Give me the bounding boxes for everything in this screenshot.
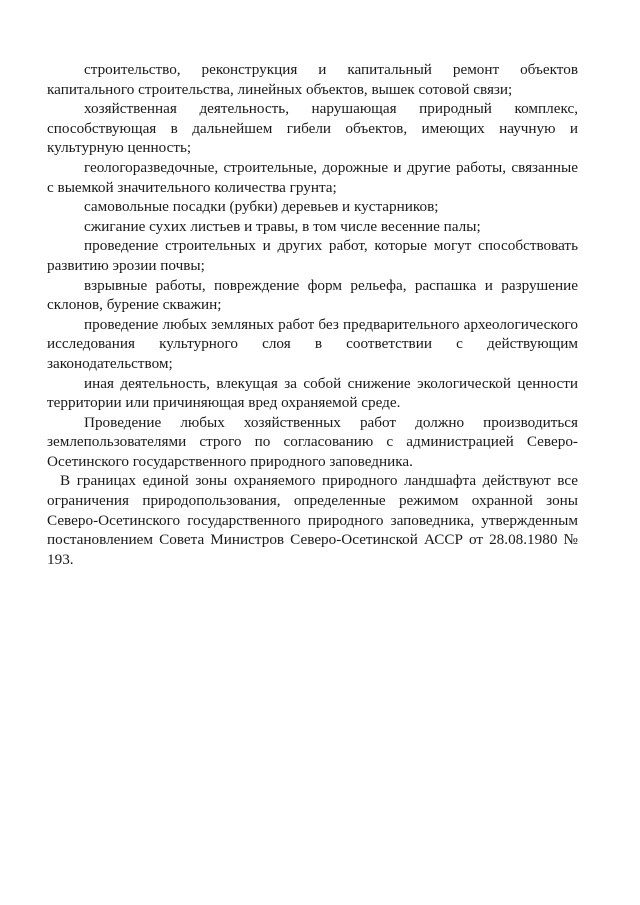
- list-item-burning: сжигание сухих листьев и травы, в том числе весенние палы;: [84, 217, 481, 235]
- document-body: [47, 60, 578, 569]
- list-item-economic-activity: хозяйственная деятельность, нарушающая природный комплекс, способствующая в дальнейшем гибели объектов, имеющих научную и культурную ценность;: [47, 100, 578, 157]
- list-item-other-activity: иная деятельность, влекущая за собой снижение экологической ценности территории или причиняющая вред охраняемой среде.: [47, 374, 578, 412]
- list-item-construction: строительство, реконструкция и капитальный ремонт объектов капитального строительства, линейных объектов, вышек сотовой связи;: [47, 61, 578, 98]
- list-item-earthworks: проведение любых земляных работ без предварительного археологического исследования культурного слоя в соответствии с действующим законодательством;: [47, 315, 578, 372]
- paragraph-landscape-zone: В границах единой зоны охраняемого природного ландшафта действуют все ограничения природопользования, определенные режимом охранной зоны Северо-Осетинского государственного природного заповедника, утвержденным постановлением Совета Министров Северо-Осетинской АССР от 28.08.1980 № 193.: [47, 472, 578, 568]
- list-item-geological-works: геологоразведочные, строительные, дорожные и другие работы, связанные с выемкой значительного количества грунта;: [47, 158, 578, 196]
- list-item-erosion-works: проведение строительных и других работ, которые могут способствовать развитию эрозии почвы;: [47, 237, 578, 274]
- list-item-blasting: взрывные работы, повреждение форм рельефа, распашка и разрушение склонов, бурение скважин;: [47, 276, 578, 314]
- list-item-unauthorized-planting: самовольные посадки (рубки) деревьев и кустарников;: [84, 198, 439, 216]
- paragraph-coordination: Проведение любых хозяйственных работ должно производиться землепользователями строго по согласованию с администрацией Северо-Осетинского государственного природного заповедника.: [47, 413, 578, 470]
